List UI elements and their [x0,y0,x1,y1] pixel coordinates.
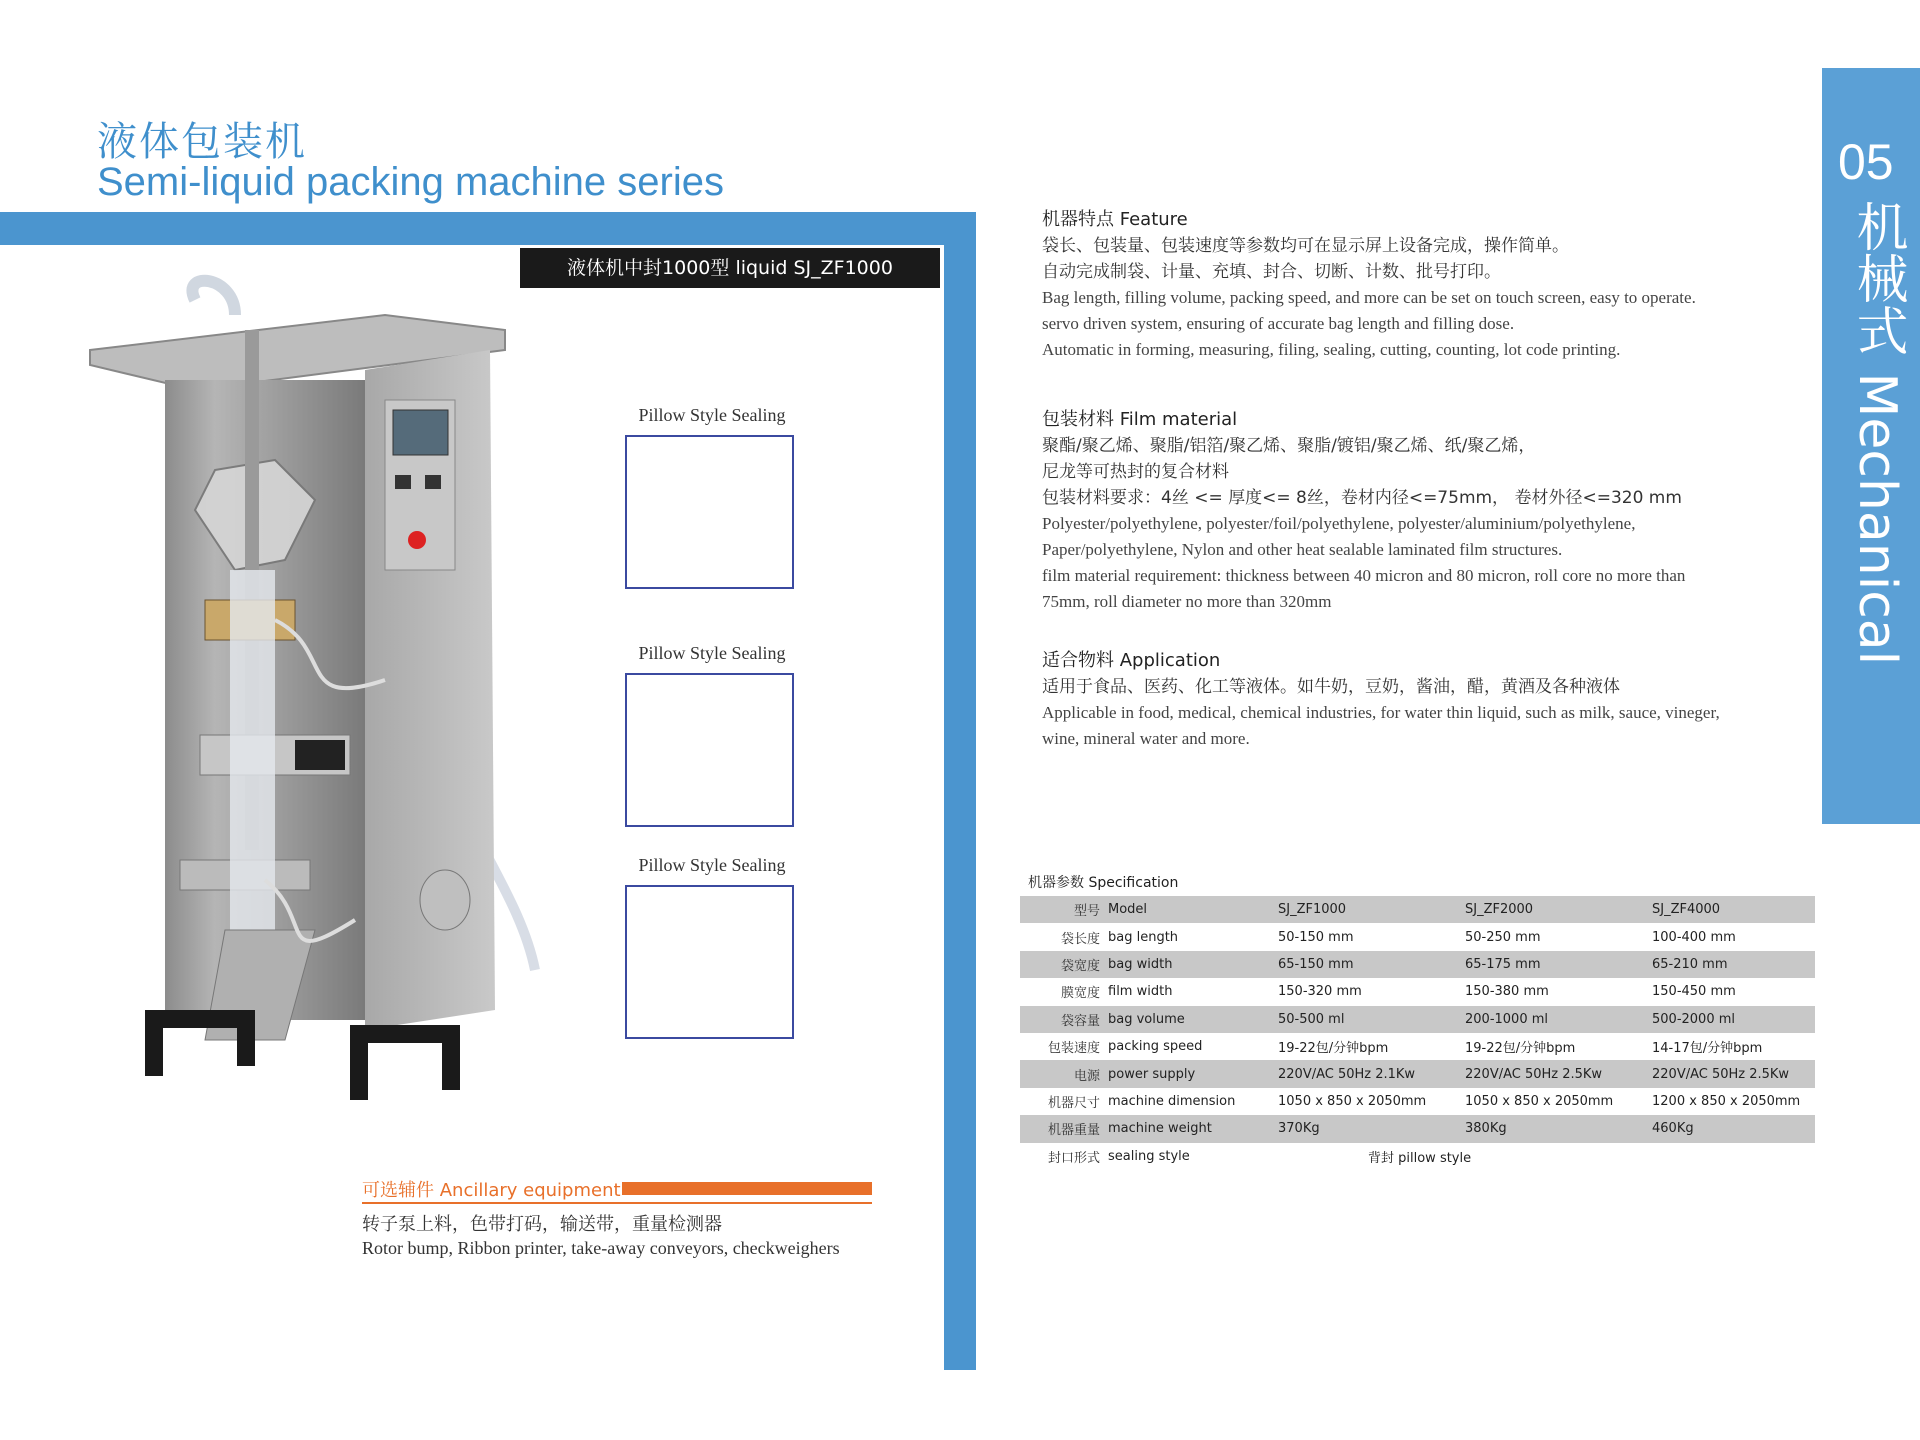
spec-value-zf1000: 370Kg [1278,1115,1465,1142]
application-text-en: wine, mineral water and more. [1042,729,1250,748]
spec-label-en: bag width [1108,951,1278,978]
page-title-en: Semi-liquid packing machine series [97,160,724,204]
feature-section [1042,207,1782,363]
spec-label-cn: 型号 [1020,896,1108,923]
ancillary-text-cn: 转子泵上料，色带打码，输送带，重量检测器 [362,1214,722,1235]
side-tab-number: 05 [1838,134,1894,190]
spec-value-zf4000: 220V/AC 50Hz 2.5Kw [1652,1060,1815,1087]
spec-value-zf1000: 50-500 ml [1278,1006,1465,1033]
spec-value-zf2000: 220V/AC 50Hz 2.5Kw [1465,1060,1652,1087]
spec-value-zf2000: 380Kg [1465,1115,1652,1142]
film-text-en: 75mm, roll diameter no more than 320mm [1042,592,1332,611]
spec-row [1020,1088,1815,1115]
spec-value-zf2000: 50-250 mm [1465,929,1541,945]
spec-label-en: Model [1108,896,1278,923]
spec-row [1020,1006,1815,1033]
feature-text-en: Bag length, filling volume, packing speed, and more can be set on touch screen, easy to operate. [1042,288,1696,307]
pillow-image-box-2 [625,673,794,827]
spec-value-zf2000: 19-22包/分钟bpm [1465,1041,1576,1057]
pillow-image-box-3 [625,885,794,1039]
spec-value-zf1000: 19-22包/分钟bpm [1278,1041,1389,1057]
spec-value-zf1000: 65-150 mm [1278,951,1465,978]
spec-value-sealing: 背封 pillow style [1368,1150,1472,1166]
spec-value-zf4000: 65-210 mm [1652,951,1815,978]
top-blue-bar [0,212,976,245]
spec-value-zf2000: 150-380 mm [1465,984,1549,1000]
film-text-en: film material requirement: thickness between 40 micron and 80 micron, roll core no more than [1042,566,1686,585]
spec-label-cn: 封口形式 [1047,1150,1100,1166]
pillow-label-2: Pillow Style Sealing [638,643,786,663]
application-section [1042,648,1782,752]
spec-label-en: packing speed [1108,1039,1203,1055]
spec-value-zf2000: 200-1000 ml [1465,1006,1652,1033]
spec-label-cn: 袋容量 [1020,1006,1108,1033]
film-heading: 包装材料 Film material [1042,409,1238,430]
spec-value-zf1000: 220V/AC 50Hz 2.1Kw [1278,1060,1465,1087]
spec-row-sealing [1020,1143,1815,1170]
spec-label-en: film width [1108,984,1173,1000]
spec-value-zf1000: 50-150 mm [1278,929,1354,945]
spec-row [1020,978,1815,1005]
film-text-cn: 包装材料要求：4丝 <= 厚度<= 8丝，卷材内径<=75mm， 卷材外径<=320 mm [1042,488,1682,508]
ancillary-accent-bar [622,1182,872,1195]
spec-label-en: bag length [1108,929,1179,945]
page-title-cn: 液体包装机 [97,119,307,165]
spec-label-cn: 机器尺寸 [1047,1095,1100,1111]
spec-label-en: bag volume [1108,1006,1278,1033]
film-text-cn: 尼龙等可热封的复合材料 [1042,462,1229,482]
spec-value-zf2000: SJ_ZF2000 [1465,896,1652,923]
spec-label-cn: 袋宽度 [1020,951,1108,978]
spec-value-zf4000: 150-450 mm [1652,984,1736,1000]
spec-value-zf4000: SJ_ZF4000 [1652,896,1815,923]
spec-value-zf4000: 14-17包/分钟bpm [1652,1041,1763,1057]
spec-label-en: machine weight [1108,1115,1278,1142]
spec-row [1020,1115,1815,1142]
spec-value-zf1000: SJ_ZF1000 [1278,896,1465,923]
feature-text-en: Automatic in forming, measuring, filing, sealing, cutting, counting, lot code printing. [1042,340,1621,359]
application-text-cn: 适用于食品、医药、化工等液体。如牛奶，豆奶，酱油，醋，黄酒及各种液体 [1042,677,1620,697]
spec-value-zf4000: 500-2000 ml [1652,1006,1815,1033]
model-label: 液体机中封1000型 liquid SJ_ZF1000 [520,248,940,288]
spec-label-en: sealing style [1108,1148,1190,1164]
feature-text-cn: 袋长、包装量、包装速度等参数均可在显示屏上设备完成，操作简单。 [1042,236,1569,256]
pillow-label-1: Pillow Style Sealing [638,405,786,425]
ancillary-text-en: Rotor bump, Ribbon printer, take-away conveyors, checkweighers [362,1238,840,1258]
spec-row [1020,896,1815,923]
machine-illustration [85,270,585,1140]
spec-value-zf1000: 1050 x 850 x 2050mm [1278,1093,1427,1109]
spec-row [1020,1033,1815,1060]
ancillary-underline [362,1202,872,1204]
film-text-cn: 聚酯/聚乙烯、聚脂/铝箔/聚乙烯、聚脂/镀铝/聚乙烯、纸/聚乙烯， [1042,436,1536,456]
application-text-en: Applicable in food, medical, chemical industries, for water thin liquid, such as milk, sauce, vineger, [1042,703,1720,722]
pillow-image-box-1 [625,435,794,589]
spec-value-zf4000: 1200 x 850 x 2050mm [1652,1093,1801,1109]
spec-table [1020,896,1815,1170]
feature-text-en: servo driven system, ensuring of accurate bag length and filling dose. [1042,314,1515,333]
spec-value-zf2000: 1050 x 850 x 2050mm [1465,1093,1614,1109]
feature-heading: 机器特点 Feature [1042,209,1188,230]
vertical-blue-bar [944,212,976,1370]
spec-label-cn: 电源 [1020,1060,1108,1087]
side-tab-text: 机械式 Mechanical [1847,200,1907,666]
spec-value-zf4000: 100-400 mm [1652,929,1736,945]
application-heading: 适合物料 Application [1042,650,1221,671]
spec-value-zf1000: 150-320 mm [1278,984,1362,1000]
film-text-en: Paper/polyethylene, Nylon and other heat sealable laminated film structures. [1042,540,1563,559]
feature-text-cn: 自动完成制袋、计量、充填、封合、切断、计数、批号打印。 [1042,262,1501,282]
film-text-en: Polyester/polyethylene, polyester/foil/polyethylene, polyester/aluminium/polyethylene, [1042,514,1636,533]
pillow-label-3: Pillow Style Sealing [638,855,786,875]
spec-label-cn: 袋长度 [1060,931,1100,947]
ancillary-heading: 可选辅件 Ancillary equipment [362,1180,621,1201]
spec-row [1020,1060,1815,1087]
spec-label-en: machine dimension [1108,1093,1236,1109]
spec-value-zf2000: 65-175 mm [1465,951,1652,978]
spec-row [1020,923,1815,950]
spec-label-cn: 包装速度 [1047,1041,1100,1057]
film-section [1042,407,1782,615]
spec-label-en: power supply [1108,1060,1278,1087]
spec-value-zf4000: 460Kg [1652,1115,1815,1142]
spec-label-cn: 膜宽度 [1060,986,1100,1002]
spec-label-cn: 机器重量 [1020,1115,1108,1142]
spec-title: 机器参数 Specification [1028,875,1179,891]
spec-row [1020,951,1815,978]
